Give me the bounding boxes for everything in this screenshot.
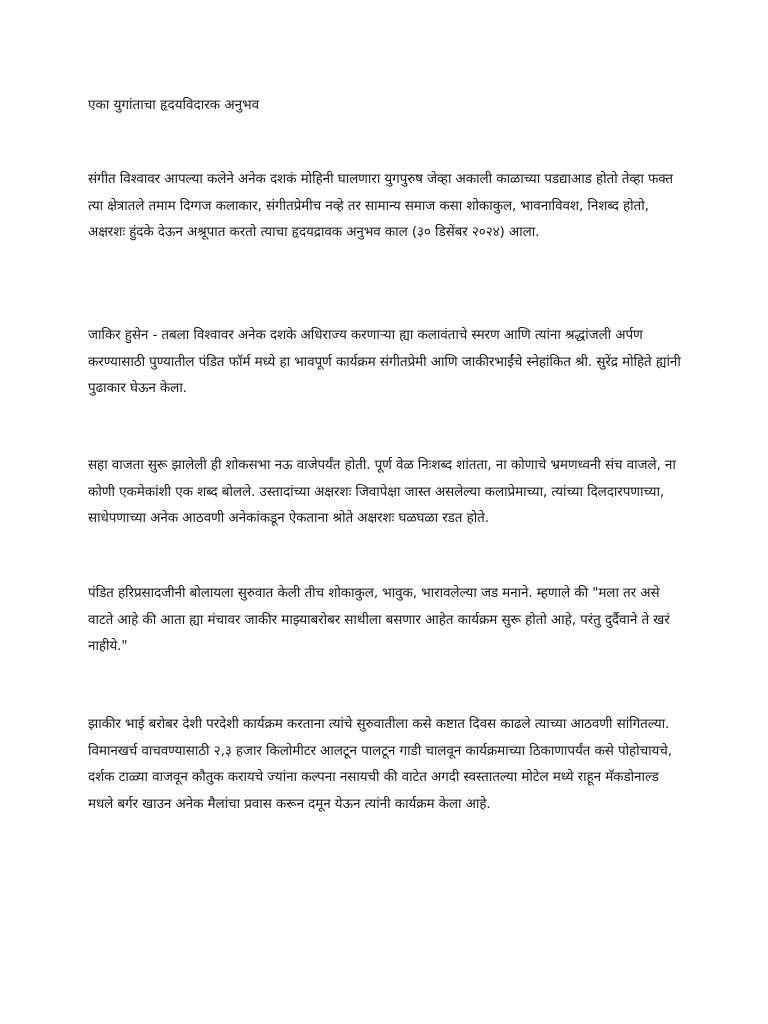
- paragraph-3: सहा वाजता सुरू झालेली ही शोकसभा नऊ वाजेपर्यंत होती. पूर्ण वेळ निःशब्द शांतता, ना कोणाचे भ्रमणध्वनी संच वाजले, ना कोणी एकमेकांशी एक शब्द बोलले. उस्तादांच्या अक्षरशः जिवापेक्षा जास्त असलेल्या कलाप्रेमाच्या, त्यांच्या दिलदारपणाच्या, साधेपणाच्या अनेक आठवणी अनेकांकडून ऐकताना श्रोते अक्षरशः घळघळा रडत होते.: [88, 457, 676, 526]
- paragraph-5: झाकीर भाई बरोबर देशी परदेशी कार्यक्रम करताना त्यांचे सुरुवातीला कसे कष्टात दिवस काढले त्याच्या आठवणी सांगितल्या. विमानखर्च वाचवण्यासाठी २,३ हजार किलोमीटर आलटून पालटून गाडी चालवून कार्यक्रमाच्या ठिकाणापर्यंत कसे पोहोचायचे, दर्शक टाळ्या वाजवून कौतुक करायचे ज्यांना कल्पना नसायची की वाटेत अगदी स्वस्तातल्या मोटेल मध्ये राहून मॅकडोनाल्ड मधले बर्गर खाउन अनेक मैलांचा प्रवास करून दमून येऊन त्यांनी कार्यक्रम केला आहे.: [88, 716, 672, 812]
- paragraph-2: जाकिर हुसेन - तबला विश्वावर अनेक दशके अधिराज्य करणाऱ्या ह्या कलावंताचे स्मरण आणि त्यांना श्रद्धांजली अर्पण करण्यासाठी पुण्यातील पंडित फॉर्म मध्ये हा भावपूर्ण कार्यक्रम संगीतप्रेमी आणि जाकीरभाईंचे स्नेहांकित श्री. सुरेंद्र मोहिते ह्यांनी पुढाकार घेऊन केला.: [88, 327, 681, 396]
- paragraph-1: संगीत विश्वावर आपल्या कलेने अनेक दशकं मोहिनी घालणारा युगपुरुष जेव्हा अकाली काळाच्या पडद्याआड होतो तेव्हा फक्त त्या क्षेत्रातले तमाम दिग्गज कलाकार, संगीतप्रेमीच नव्हे तर सामान्य समाज कसा शोकाकुल, भावनाविवश, निशब्द होतो, अक्षरशः हुंदके देऊन अश्रूपात करतो त्याचा हृदयद्रावक अनुभव काल (३० डिसेंबर २०२४) आला.: [88, 171, 673, 240]
- paragraph-4: पंडित हरिप्रसादजीनी बोलायला सुरुवात केली तीच शोकाकुल, भावुक, भारावलेल्या जड मनाने. म्हणाले की "मला तर असे वाटते आहे की आता ह्या मंचावर जाकीर माझ्याबरोबर साथीला बसणार आहेत कार्यक्रम सुरू होतो आहे, परंतु दुर्दैवाने ते खरं नाहीये.": [88, 585, 670, 654]
- document-title: एका युगांताचा हृदयविदारक अनुभव: [88, 97, 260, 113]
